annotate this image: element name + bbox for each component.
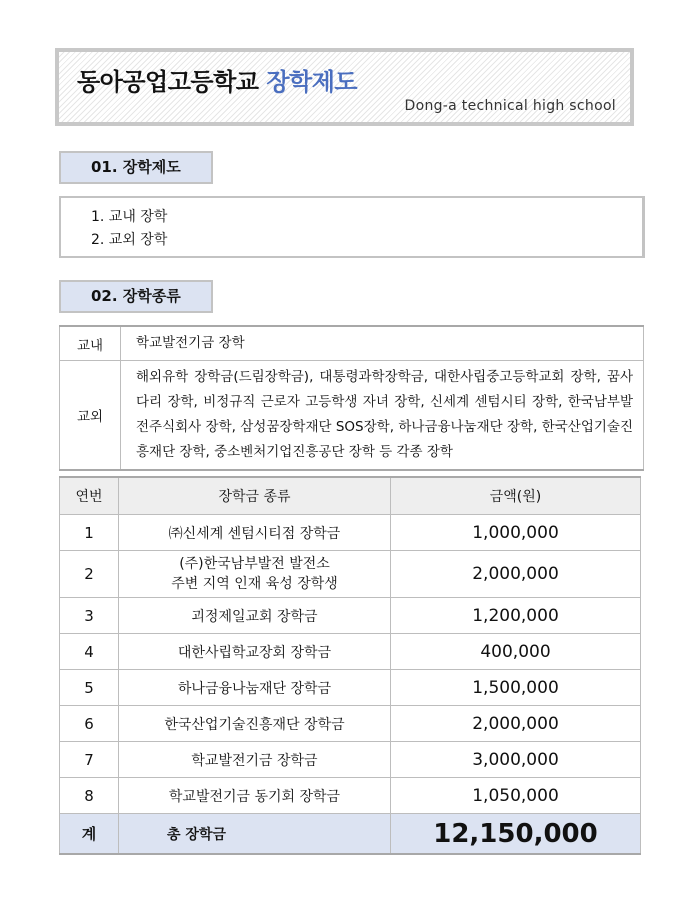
section1-label: 01. 장학제도 (59, 151, 213, 184)
row-no: 8 (60, 778, 119, 814)
table-row (60, 778, 641, 814)
scholarship-type-table (59, 325, 644, 471)
row-amount: 2,000,000 (391, 706, 641, 742)
col-header-name: 장학금 종류 (119, 477, 391, 515)
scholarship-amount-table (59, 476, 641, 855)
row-no: 2 (60, 551, 119, 598)
category-text: 해외유학 장학금(드림장학금), 대통령과학장학금, 대한사립중고등학교회 장학, 꿈사다리 장학, 비정규직 근로자 고등학생 자녀 장학, 신세계 센텀시티 장학, 한국남부발전주식회사 장학, 삼성꿈장학재단 SOS장학, 하나금융나눔재단 장학, 한국산업기술진흥재단 장학, 중소벤처기업진흥공단 장학 등 각종 장학 (121, 361, 644, 471)
row-name: 대한사립학교장회 장학금 (119, 634, 391, 670)
table-row (60, 361, 644, 471)
page-title (77, 62, 357, 97)
title-accent: 장학제도 (266, 68, 358, 96)
row-no: 6 (60, 706, 119, 742)
table-row (60, 742, 641, 778)
table-row (60, 326, 644, 361)
row-name: 괴정제일교회 장학금 (119, 598, 391, 634)
row-name: 학교발전기금 동기회 장학금 (119, 778, 391, 814)
section1-item: 1. 교내 장학 (91, 209, 168, 225)
total-row (60, 814, 641, 855)
row-no: 3 (60, 598, 119, 634)
row-no: 5 (60, 670, 119, 706)
total-label: 계 (60, 814, 119, 855)
col-header-no: 연번 (60, 477, 119, 515)
section1-box (59, 196, 643, 258)
row-name: 한국산업기술진흥재단 장학금 (119, 706, 391, 742)
row-name: (주)한국남부발전 발전소 주변 지역 인재 육성 장학생 (119, 551, 391, 598)
row-name: 하나금융나눔재단 장학금 (119, 670, 391, 706)
category-text: 학교발전기금 장학 (121, 326, 644, 361)
page-header (55, 48, 634, 126)
row-amount: 3,000,000 (391, 742, 641, 778)
row-no: 4 (60, 634, 119, 670)
row-amount: 1,050,000 (391, 778, 641, 814)
table-row (60, 551, 641, 598)
section2-label: 02. 장학종류 (59, 280, 213, 313)
row-amount: 1,500,000 (391, 670, 641, 706)
table-row (60, 670, 641, 706)
section1-item: 2. 교외 장학 (91, 232, 168, 248)
row-amount: 1,000,000 (391, 515, 641, 551)
row-no: 7 (60, 742, 119, 778)
category-cell: 교외 (60, 361, 121, 471)
category-cell: 교내 (60, 326, 121, 361)
page-subtitle: Dong-a technical high school (404, 98, 616, 114)
table-row (60, 515, 641, 551)
table-header-row (60, 477, 641, 515)
total-name: 총 장학금 (119, 814, 391, 855)
col-header-amount: 금액(원) (391, 477, 641, 515)
row-name: ㈜신세계 센텀시티점 장학금 (119, 515, 391, 551)
total-amount: 12,150,000 (391, 814, 641, 855)
row-no: 1 (60, 515, 119, 551)
table-row (60, 634, 641, 670)
table-row (60, 706, 641, 742)
row-amount: 1,200,000 (391, 598, 641, 634)
table-row (60, 598, 641, 634)
row-amount: 400,000 (391, 634, 641, 670)
row-amount: 2,000,000 (391, 551, 641, 598)
row-name: 학교발전기금 장학금 (119, 742, 391, 778)
school-name: 동아공업고등학교 (77, 68, 259, 96)
